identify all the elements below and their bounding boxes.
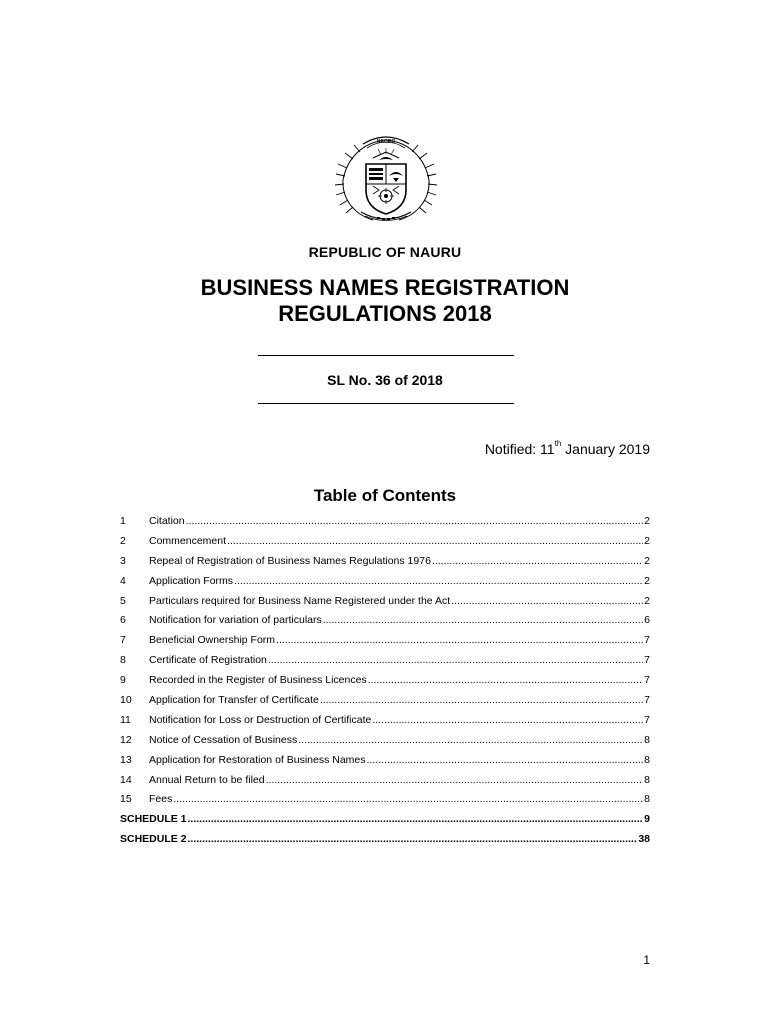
toc-entry-number: 5 — [120, 594, 126, 607]
toc-entry-number: 9 — [120, 674, 126, 687]
nauru-coat-of-arms-icon — [333, 128, 439, 226]
toc-entry-14[interactable] — [120, 770, 650, 790]
document-title — [0, 275, 770, 327]
notified-prefix: Notified: 11 — [484, 441, 555, 457]
toc-leader-dots — [227, 535, 643, 547]
toc-entry-number: 12 — [120, 733, 132, 746]
toc-schedule-page: 9 — [644, 813, 650, 826]
divider-top — [258, 355, 514, 356]
toc-entry-title: Application Forms — [149, 574, 234, 587]
toc-leader-dots — [368, 674, 643, 686]
page-number: 1 — [643, 953, 650, 967]
toc-leader-dots — [323, 614, 643, 626]
toc-entry-title: Certificate of Registration — [149, 654, 267, 667]
toc-entry-page: 7 — [644, 654, 650, 667]
table-of-contents — [120, 511, 650, 849]
toc-entry-number: 6 — [120, 614, 126, 627]
notified-date — [485, 441, 650, 457]
toc-entry-title: Notification for variation of particulars — [149, 614, 322, 627]
toc-entry-title: Application for Transfer of Certificate — [149, 693, 319, 706]
toc-leader-dots — [186, 515, 644, 527]
toc-entry-number: 13 — [120, 753, 132, 766]
toc-entry-title: Notification for Loss or Destruction of Certificate — [149, 713, 372, 726]
toc-entry-number: 15 — [120, 793, 132, 806]
toc-entry-page: 8 — [644, 773, 650, 786]
toc-entry-title: Particulars required for Business Name Registered under the Act — [149, 594, 451, 607]
toc-entry-title: Beneficial Ownership Form — [149, 634, 276, 647]
toc-entry-page: 7 — [644, 713, 650, 726]
toc-entry-8[interactable] — [120, 650, 650, 670]
divider-bottom — [258, 403, 514, 404]
toc-leader-dots — [173, 793, 643, 805]
toc-entry-title: Citation — [149, 514, 185, 527]
toc-schedule-title: SCHEDULE 2 — [120, 833, 187, 846]
toc-leader-dots — [451, 595, 643, 607]
toc-entry-page: 7 — [644, 674, 650, 687]
svg-text:NAORO: NAORO — [376, 139, 396, 145]
toc-entry-number: 7 — [120, 634, 126, 647]
toc-entry-title: Notice of Cessation of Business — [149, 733, 298, 746]
toc-entry-title: Application for Restoration of Business Names — [149, 753, 366, 766]
toc-entry-7[interactable] — [120, 630, 650, 650]
toc-entry-page: 7 — [644, 693, 650, 706]
toc-entry-10[interactable] — [120, 690, 650, 710]
toc-leader-dots — [276, 634, 643, 646]
toc-entry-number: 14 — [120, 773, 132, 786]
toc-entry-title: Fees — [149, 793, 173, 806]
toc-entry-number: 3 — [120, 554, 126, 567]
toc-entry-title: Recorded in the Register of Business Licences — [149, 674, 367, 687]
toc-entry-number: 4 — [120, 574, 126, 587]
toc-entry-6[interactable] — [120, 610, 650, 630]
toc-entry-12[interactable] — [120, 730, 650, 750]
toc-entry-page: 2 — [644, 554, 650, 567]
notified-ordinal: th — [554, 439, 562, 449]
toc-entry-number: 1 — [120, 514, 126, 527]
toc-entry-11[interactable] — [120, 710, 650, 730]
toc-entry-page: 2 — [644, 594, 650, 607]
toc-leader-dots — [298, 734, 643, 746]
toc-schedule-2[interactable] — [120, 829, 650, 849]
notified-suffix: January 2019 — [561, 441, 650, 457]
toc-entry-2[interactable] — [120, 531, 650, 551]
toc-entry-1[interactable] — [120, 511, 650, 531]
toc-entry-4[interactable] — [120, 571, 650, 591]
toc-entry-page: 2 — [644, 574, 650, 587]
title-line-1: BUSINESS NAMES REGISTRATION — [200, 275, 570, 300]
toc-entry-page: 6 — [644, 614, 650, 627]
toc-entry-number: 8 — [120, 654, 126, 667]
sl-number: SL No. 36 of 2018 — [327, 372, 443, 388]
toc-entry-5[interactable] — [120, 591, 650, 611]
toc-entry-number: 11 — [120, 713, 131, 726]
title-line-2: REGULATIONS 2018 — [278, 301, 492, 326]
toc-entry-number: 10 — [120, 693, 132, 706]
toc-entry-page: 8 — [644, 733, 650, 746]
toc-leader-dots — [367, 754, 644, 766]
toc-heading: Table of Contents — [313, 486, 457, 505]
toc-entry-9[interactable] — [120, 670, 650, 690]
toc-entry-page: 2 — [644, 514, 650, 527]
toc-leader-dots — [432, 555, 643, 567]
toc-entry-title: Annual Return to be filed — [149, 773, 265, 786]
toc-leader-dots — [320, 694, 643, 706]
toc-entry-title: Commencement — [149, 534, 227, 547]
toc-leader-dots — [188, 833, 638, 845]
toc-entry-15[interactable] — [120, 789, 650, 809]
toc-entry-number: 2 — [120, 534, 126, 547]
toc-entry-page: 7 — [644, 634, 650, 647]
toc-entry-13[interactable] — [120, 750, 650, 770]
toc-leader-dots — [234, 575, 643, 587]
toc-schedule-title: SCHEDULE 1 — [120, 813, 187, 826]
toc-leader-dots — [188, 813, 644, 825]
toc-entry-title: Repeal of Registration of Business Names Regulations 1976 — [149, 554, 431, 567]
toc-entry-3[interactable] — [120, 551, 650, 571]
toc-leader-dots — [372, 714, 643, 726]
toc-entry-page: 2 — [644, 534, 650, 547]
toc-schedule-page: 38 — [638, 833, 650, 846]
toc-entry-page: 8 — [644, 753, 650, 766]
toc-entry-page: 8 — [644, 793, 650, 806]
country-heading: REPUBLIC OF NAURU — [308, 244, 462, 260]
toc-leader-dots — [268, 654, 643, 666]
toc-leader-dots — [266, 774, 644, 786]
toc-schedule-1[interactable] — [120, 809, 650, 829]
